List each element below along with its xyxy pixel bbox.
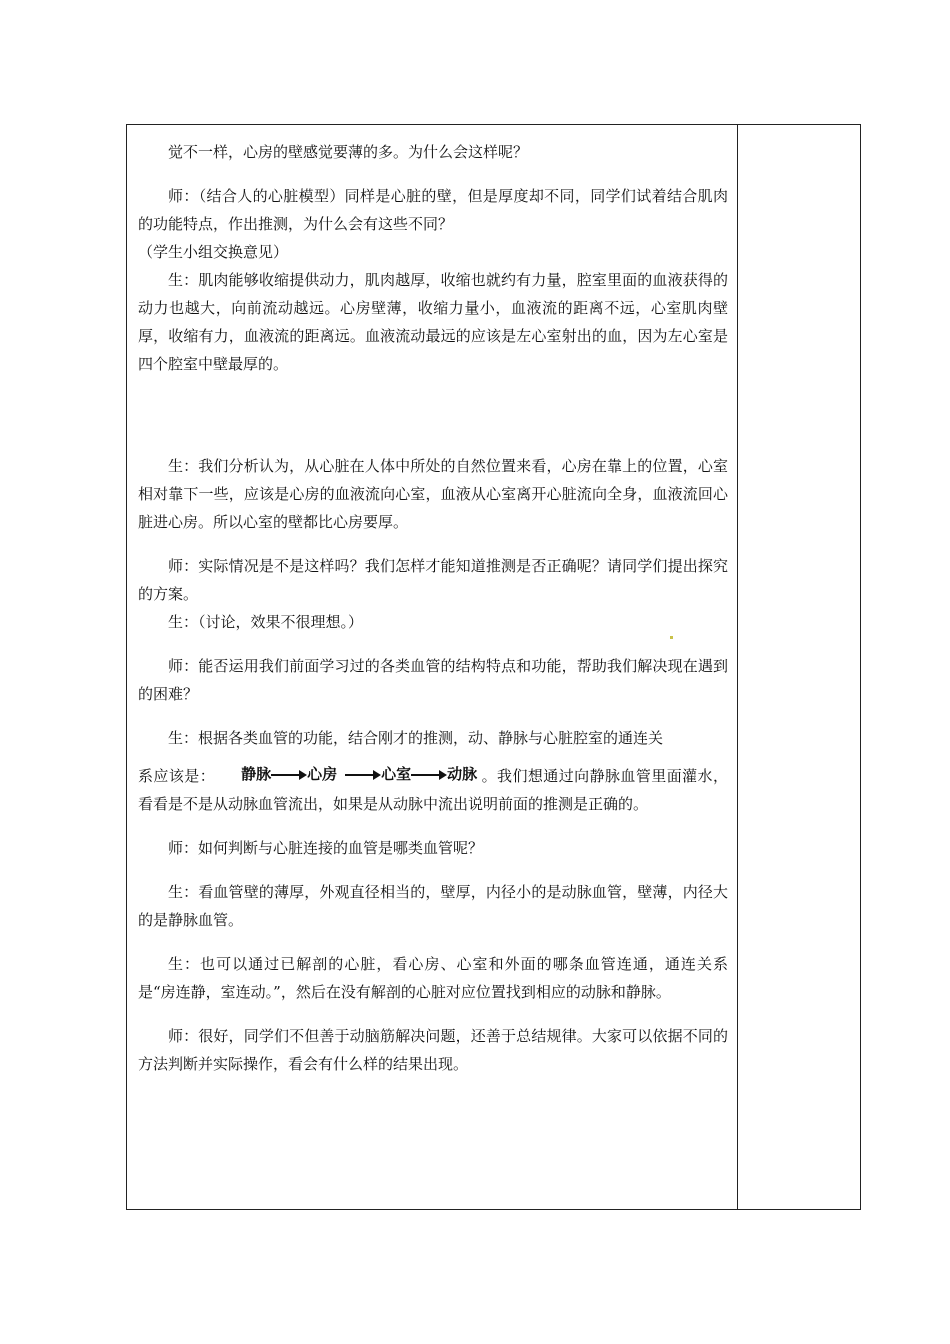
flow-paragraph bbox=[138, 760, 728, 818]
paragraph: 师：能否运用我们前面学习过的各类血管的结构特点和功能，帮助我们解决现在遇到的困难？ bbox=[138, 657, 728, 703]
paragraph: 生：也可以通过已解剖的心脏，看心房、心室和外面的哪条血管连通，通连关系是“房连静，室连动。”，然后在没有解剖的心脏对应位置找到相应的动脉和静脉。 bbox=[138, 955, 728, 1001]
flow-step: 心房 bbox=[307, 765, 338, 783]
paragraph: 师：实际情况是不是这样吗？我们怎样才能知道推测是否正确呢？请同学们提出探究的方案。 bbox=[138, 557, 728, 603]
arrow-right-icon bbox=[271, 770, 307, 780]
arrow-right-icon bbox=[345, 770, 381, 780]
paragraph: （学生小组交换意见） bbox=[138, 243, 289, 261]
paragraph: 生：根据各类血管的功能，结合刚才的推测，动、静脉与心脏腔室的通连关 bbox=[168, 729, 664, 747]
lesson-content bbox=[138, 138, 728, 1078]
blood-flow-diagram bbox=[241, 760, 477, 788]
flow-suffix: 。我们想通过向静脉血管里面灌水，看看是不是从动脉血管流出，如果是从动脉中流出说明前面的推测是正确的。 bbox=[138, 767, 728, 813]
paragraph: 师：很好，同学们不但善于动脑筋解决问题，还善于总结规律。大家可以依据不同的方法判断并实际操作，看会有什么样的结果出现。 bbox=[138, 1027, 728, 1073]
flow-step: 静脉 bbox=[241, 765, 272, 783]
paragraph: 生：我们分析认为，从心脏在人体中所处的自然位置来看，心房在靠上的位置，心室相对靠下一些，应该是心房的血液流向心室，血液从心室离开心脏流向全身，血液流回心脏进心房。所以心室的壁都比心房要厚。 bbox=[138, 457, 728, 531]
flow-prefix: 系应该是： bbox=[138, 767, 216, 785]
arrow-right-icon bbox=[411, 770, 447, 780]
paragraph: 师：（结合人的心脏模型）同样是心脏的壁，但是厚度却不同，同学们试着结合肌肉的功能特点，作出推测，为什么会有这些不同？ bbox=[138, 187, 728, 233]
flow-step: 心室 bbox=[381, 765, 412, 783]
paragraph: 生：（讨论，效果不很理想。） bbox=[168, 613, 364, 631]
paragraph: 生：看血管壁的薄厚，外观直径相当的，壁厚，内径小的是动脉血管，壁薄，内径大的是静脉血管。 bbox=[138, 883, 728, 929]
paragraph: 觉不一样，心房的壁感觉要薄的多。为什么会这样呢？ bbox=[168, 143, 529, 161]
stray-mark bbox=[670, 636, 673, 639]
paragraph: 生：肌肉能够收缩提供动力，肌肉越厚，收缩也就约有力量，腔室里面的血液获得的动力也越大，向前流动越远。心房壁薄，收缩力量小，血液流的距离不远，心室肌肉壁厚，收缩有力，血液流的距离远。血液流动最远的应该是左心室射出的血，因为左心室是四个腔室中壁最厚的。 bbox=[138, 271, 728, 373]
column-divider bbox=[737, 124, 738, 1210]
paragraph: 师：如何判断与心脏连接的血管是哪类血管呢？ bbox=[168, 839, 484, 857]
flow-step: 动脉 bbox=[447, 765, 478, 783]
